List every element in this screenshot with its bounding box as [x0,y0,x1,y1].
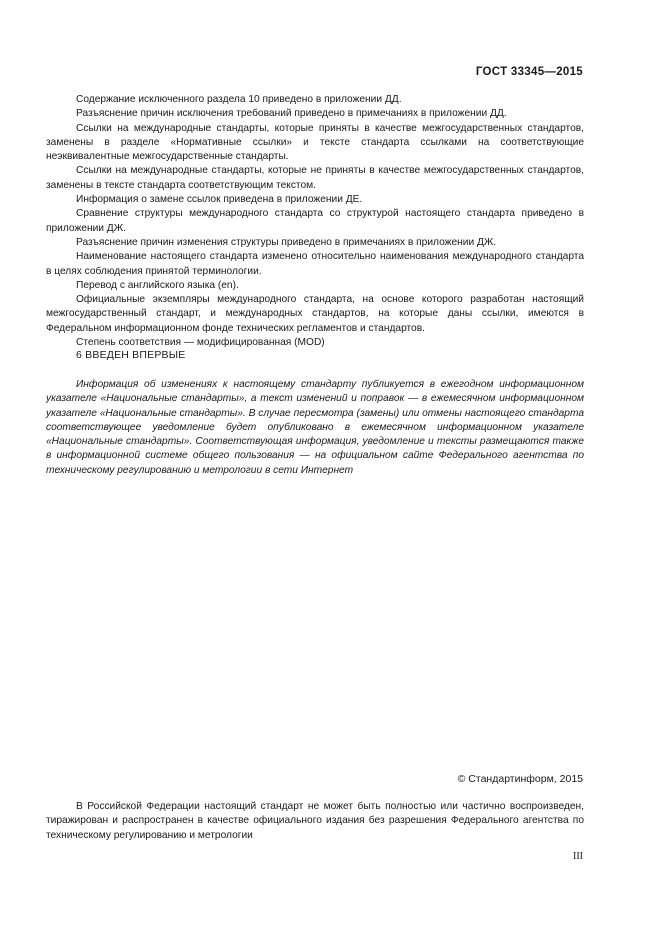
paragraph-not-adopted-references: Ссылки на международные стандарты, которые не приняты в качестве межгосударственных стандартов, заменены в тексте стандарта соответствующим текстом. [46,165,584,191]
info-notice [46,378,584,478]
paragraph-official-copies: Официальные экземпляры международного стандарта, на основе которого разработан настоящий межгосударственный стандарт, и международных стандартов, на которые даны ссылки, имеются в Федеральном информационном фонде технических регламентов и стандартов. [46,294,584,334]
legal-notice-text: В Российской Федерации настоящий стандарт не может быть полностью или частично воспроизведен, тиражирован и распространен в качестве официального издания без разрешения Федерального агентства по техническому регулированию и метрологии [46,801,584,841]
paragraph-exclusion-reasons: Разъяснение причин исключения требований приведено в примечаниях в приложении ДД. [76,108,507,120]
paragraph-title-change: Наименование настоящего стандарта изменено относительно наименования международного стандарта в целях соблюдения принятой терминологии. [46,251,584,277]
info-notice-text: Информация об изменениях к настоящему стандарту публикуется в ежегодном информационном указателе «Национальные стандарты», а текст изменений и поправок — в ежемесячном информационном указателе «Национальные стандарты». В случае пересмотра (замены) или отмены настоящего стандарта соответствующее уведомление будет опубликовано в ежемесячном информационном указателе «Национальные стандарты». Соответствующая информация, уведомление и тексты размещаются также в информационной системе общего пользования — на официальном сайте Федерального агентства по техническому регулированию и метрологии в сети Интернет [46,379,584,476]
paragraph-translation: Перевод с английского языка (en). [76,279,239,291]
section-6-heading: 6 ВВЕДЕН ВПЕРВЫЕ [76,349,186,361]
paragraph-reference-replacement: Информация о замене ссылок приведена в приложении ДЕ. [76,194,363,206]
preface-paragraphs [46,93,584,350]
paragraph-conformity-degree: Степень соответствия — модифицированная (MOD) [76,337,325,349]
paragraph-excluded-section: Содержание исключенного раздела 10 приведено в приложении ДД. [76,94,402,105]
paragraph-adopted-references: Ссылки на международные стандарты, которые приняты в качестве межгосударственных стандартов, заменены в разделе «Нормативные ссылки» и тексте стандарта ссылками на соответствующие неэквивалентные межгосударственные стандарты. [46,122,584,163]
copyright-line: © Стандартинформ, 2015 [457,773,583,785]
page-number: III [573,851,583,862]
standard-code-header: ГОСТ 33345—2015 [475,66,583,78]
paragraph-structure-reasons: Разъяснение причин изменения структуры приведено в примечаниях в приложении ДЖ. [76,236,497,248]
paragraph-structure-comparison: Сравнение структуры международного стандарта со структурой настоящего стандарта приведено в приложении ДЖ. [46,208,584,234]
legal-notice [46,800,584,843]
